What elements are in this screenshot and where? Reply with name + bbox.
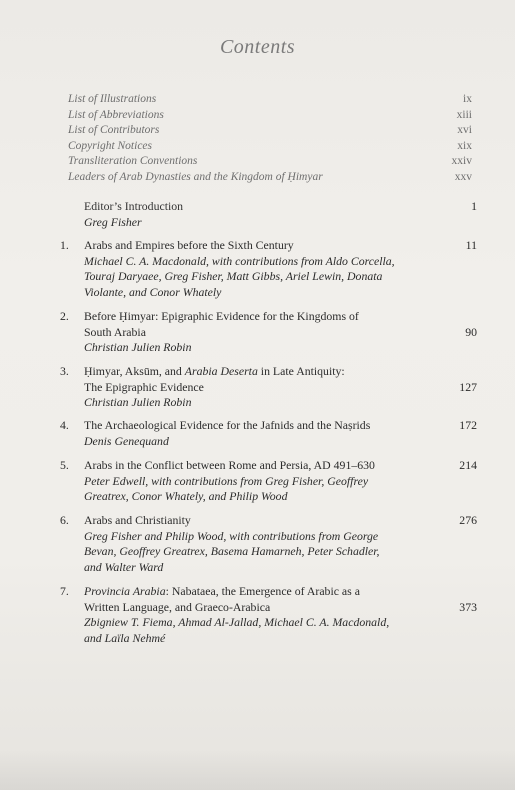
entry-author: Zbigniew T. Fiema, Ahmad Al-Jallad, Michael C. A. Macdonald, bbox=[84, 615, 390, 630]
entry-title: South Arabia bbox=[84, 324, 146, 339]
entry-author: Bevan, Geoffrey Greatrex, Basema Hamarneh, Peter Schadler, bbox=[84, 544, 380, 559]
entry-author: Denis Genequand bbox=[84, 433, 169, 448]
title-italic-part: Provincia Arabia bbox=[84, 584, 166, 598]
entry-author: Touraj Daryaee, Greg Fisher, Matt Gibbs, Ariel Lewin, Donata bbox=[84, 269, 383, 284]
entry-title: The Archaeological Evidence for the Jafnids and the Naṣrids bbox=[84, 418, 371, 432]
title-part: Ḥimyar, Aksūm, and bbox=[84, 364, 185, 378]
front-matter-item bbox=[68, 108, 472, 124]
entry-title: Written Language, and Graeco-Arabica bbox=[84, 599, 271, 614]
entry-title bbox=[84, 364, 414, 380]
entry-page: 90 bbox=[465, 325, 477, 339]
chapter-number: 7. bbox=[60, 584, 69, 598]
front-matter-label: List of Illustrations bbox=[68, 93, 157, 105]
entry-author: and Walter Ward bbox=[84, 559, 164, 574]
entry-author: Peter Edwell, with contributions from Greg Fisher, Geoffrey bbox=[84, 473, 369, 488]
toc-entry-chapter-6 bbox=[60, 513, 477, 575]
chapter-number: 4. bbox=[60, 418, 69, 432]
chapter-number: 3. bbox=[60, 364, 69, 378]
entry-author: and Laïla Nehmé bbox=[84, 630, 166, 645]
toc-entry-chapter-4 bbox=[60, 418, 477, 449]
front-matter-label: List of Contributors bbox=[68, 124, 160, 137]
entry-author: Greg Fisher and Philip Wood, with contributions from George bbox=[84, 528, 379, 543]
entry-author: Greatrex, Conor Whately, and Philip Wood bbox=[84, 489, 288, 504]
page-title: Contents bbox=[219, 36, 296, 58]
entry-title: Arabs in the Conflict between Rome and Persia, AD 491–630 bbox=[84, 458, 375, 472]
entry-author: Violante, and Conor Whately bbox=[84, 284, 222, 299]
front-matter-item bbox=[68, 92, 472, 108]
front-matter-list bbox=[68, 92, 472, 186]
title-part: in Late Antiquity: bbox=[257, 364, 345, 378]
front-matter-label: Copyright Notices bbox=[68, 139, 153, 152]
chapter-number: 2. bbox=[60, 309, 69, 323]
entry-page: 11 bbox=[465, 238, 477, 252]
front-matter-label: Transliteration Conventions bbox=[68, 155, 198, 168]
entry-title: Editor’s Introduction bbox=[84, 199, 184, 213]
front-matter-item bbox=[68, 123, 472, 139]
toc-entry-chapter-3 bbox=[60, 364, 477, 411]
chapter-number: 5. bbox=[60, 458, 69, 472]
front-matter-page: xix bbox=[457, 139, 472, 152]
chapter-number: 1. bbox=[60, 238, 69, 252]
front-matter-item bbox=[68, 154, 472, 170]
entry-page: 373 bbox=[459, 600, 477, 614]
entry-page: 127 bbox=[459, 380, 477, 394]
toc-entry-chapter-1 bbox=[60, 238, 477, 300]
toc-entry-editor-introduction bbox=[60, 199, 477, 230]
entry-title: Arabs and Christianity bbox=[84, 513, 191, 527]
toc-entry-chapter-7 bbox=[60, 584, 477, 646]
entry-title bbox=[84, 584, 444, 600]
entry-title: The Epigraphic Evidence bbox=[84, 379, 204, 394]
entry-title: Before Ḥimyar: Epigraphic Evidence for the Kingdoms of bbox=[84, 309, 359, 323]
entry-title: Arabs and Empires before the Sixth Century bbox=[84, 238, 294, 252]
front-matter-item bbox=[68, 139, 472, 155]
front-matter-page: xxv bbox=[454, 170, 472, 183]
entry-page: 172 bbox=[459, 418, 477, 432]
title-italic-part: Arabia Deserta bbox=[184, 364, 258, 378]
front-matter-label: Leaders of Arab Dynasties and the Kingdom of Ḥimyar bbox=[68, 170, 323, 183]
entry-author: Greg Fisher bbox=[84, 214, 142, 229]
front-matter-page: xiii bbox=[456, 108, 472, 121]
front-matter-page: xvi bbox=[457, 124, 472, 137]
entry-page: 276 bbox=[459, 513, 477, 527]
entry-author: Christian Julien Robin bbox=[84, 340, 192, 355]
front-matter-page: ix bbox=[463, 93, 472, 105]
toc-entry-chapter-5 bbox=[60, 458, 477, 505]
entry-page: 1 bbox=[471, 199, 477, 213]
front-matter-item bbox=[68, 170, 472, 186]
title-part: : Nabataea, the Emergence of Arabic as a bbox=[165, 584, 360, 598]
entry-author: Christian Julien Robin bbox=[84, 395, 192, 410]
chapter-number: 6. bbox=[60, 513, 69, 527]
toc-entry-chapter-2 bbox=[60, 309, 477, 356]
front-matter-label: List of Abbreviations bbox=[68, 108, 164, 121]
front-matter-page: xxiv bbox=[451, 155, 472, 168]
entry-author: Michael C. A. Macdonald, with contributions from Aldo Corcella, bbox=[84, 253, 395, 268]
entry-page: 214 bbox=[459, 458, 477, 472]
